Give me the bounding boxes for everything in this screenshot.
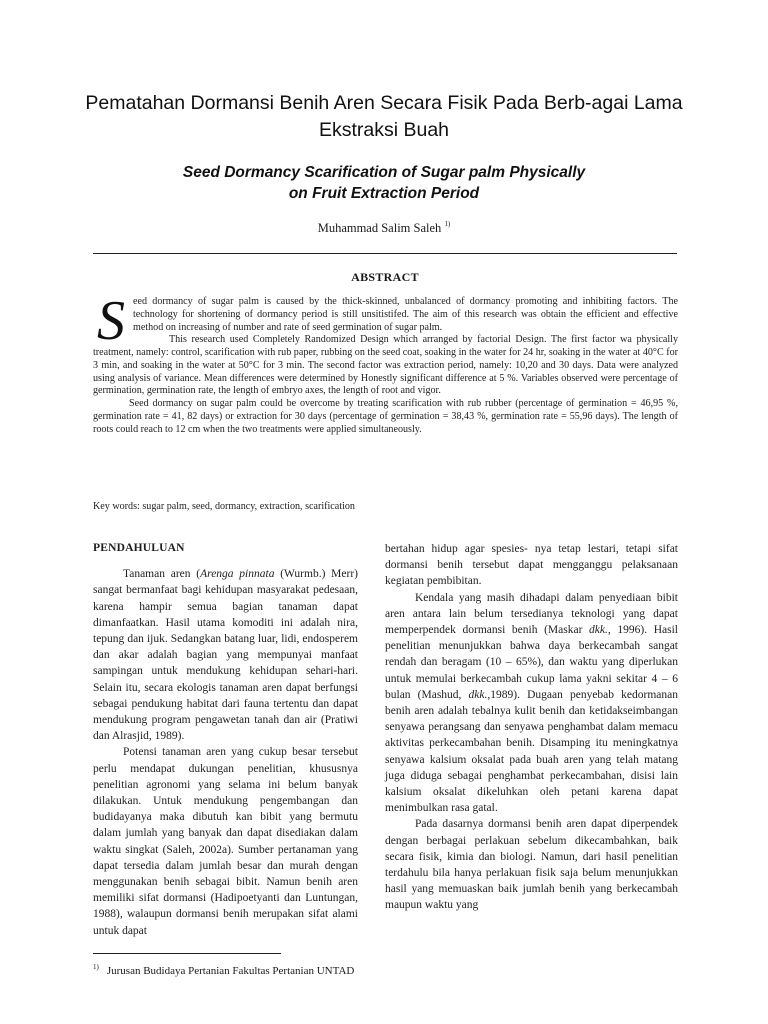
citation-etal-1: dkk. xyxy=(589,624,608,637)
drop-cap: S xyxy=(97,290,125,352)
right-p2-text-b: , 1996). Hasil penelitian menunjukkan bahwa daya berkecambah sangat rendah dan beragam (10 – 65%), dan waktu yang diperlukan untuk memulai berkecambah cukup lama yakni sekitar 4 – 6 bulan (Mashud, xyxy=(385,624,678,701)
right-column xyxy=(385,541,678,914)
right-paragraph-1: bertahan hidup agar spesies- nya tetap lestari, tetapi sifat dormansi benih tersebut dapat mengganggu pelaksanaan kegiatan pembibitan. xyxy=(385,543,678,588)
author-name: Muhammad Salim Saleh xyxy=(317,221,442,235)
title-en-line-1: Seed Dormancy Scarification of Sugar palm Physically xyxy=(182,164,586,181)
footnote-text: Jurusan Budidaya Pertanian Fakultas Pertanian UNTAD xyxy=(106,965,355,977)
species-name: Arenga pinnata xyxy=(200,568,275,581)
paper-title-english xyxy=(60,162,708,204)
author-line xyxy=(60,220,708,236)
right-paragraph-3: Pada dasarnya dormansi benih aren dapat diperpendek dengan berbagai perlakuan sebelum dikecambahkan, baik secara fisik, kimia dan biologi. Namun, dari hasil penelitian terdahulu bila hanya perlakuan fisik saja belum menunjukkan hasil yang memuaskan baik jumlah benih yang berkecambah maupun waktu yang xyxy=(385,818,678,912)
abstract-paragraph-1 xyxy=(93,290,678,352)
footnote xyxy=(93,963,678,977)
abstract-paragraph-1-text: eed dormancy of sugar palm is caused by the thick-skinned, unbalanced of dormancy promoting and inhibiting factors. The technology for shortening of dormancy period is still unsitistifed. The aim of this research was obtain the efficient and effective method on increasing of number and rate of seed germination of sugar palm. xyxy=(133,296,678,333)
author-footnote-mark: 1) xyxy=(444,220,451,228)
section-heading-pendahuluan: PENDAHULUAN xyxy=(93,542,185,554)
left-paragraph-1 xyxy=(93,566,358,744)
abstract-paragraph-3: Seed dormancy on sugar palm could be overcome by treating scarification with rub rubber (percentage of germination = 46,95 %, germination rate = 41, 82 days) or extraction for 30 days (percentage of germination = 38,43 %, germination rate = 55,96 days). The length of roots could reach to 12 cm when the two treatments were applied simultaneously. xyxy=(93,398,678,435)
right-p2-text-a: Kendala yang masih dihadapi dalam penyediaan bibit aren antara lain belum tersedianya teknologi yang dapat memperpendek dormansi benih (Maskar xyxy=(385,591,678,637)
right-p2-text-c: ,1989). Dugaan penyebab kedormanan benih aren adalah tebalnya kulit benih dan ketidakseimbangan senyawa perangsang dan senyawa penghambat dalam memacu aktivitas perkecambahan benih. Disamping itu meningkatnya senyawa kalsium oksalat pada buah aren yang telah matang juga diduga sebagai penghambat perkecambahan, disisi lain kalsium oksalat dikeluhkan oleh petani karena dapat menimbulkan rasa gatal. xyxy=(385,688,678,815)
footnote-divider xyxy=(93,953,281,954)
title-en-line-2: on Fruit Extraction Period xyxy=(288,185,480,202)
header-divider xyxy=(93,253,677,254)
paper-title-indonesian: Pematahan Dormansi Benih Aren Secara Fisik Pada Berb-agai Lama Ekstraksi Buah xyxy=(85,92,683,141)
left-p1-text-a: Tanaman aren ( xyxy=(123,568,201,581)
right-paragraph-2 xyxy=(385,590,678,817)
abstract-body xyxy=(93,290,678,436)
footnote-mark: 1) xyxy=(93,963,99,971)
left-paragraph-2: Potensi tanaman aren yang cukup besar tersebut perlu mendapat dukungan penelitian, khususnya penelitian agronomi yang selama ini belum banyak dilakukan. Untuk mendukung pengembangan dan budidayanya maka dibutuh kan bibit yang bermutu dalam jumlah yang banyak dan dapat disediakan dalam waktu singkat (Saleh, 2002a). Sumber pertanaman yang dapat tersedia dalam jumlah besar dan murah dengan menggunakan benih sebagai bibit. Namun benih aren memiliki sifat dormansi (Hadipoetyanti dan Luntungan, 1988), walaupun dormansi benih merupakan sifat alami untuk dapat xyxy=(93,746,358,937)
left-p1-text-b: (Wurmb.) Merr) sangat bermanfaat bagi kehidupan masyarakat pedesaan, karena hampir semua bagian tanaman dapat dimanfaatkan. Hasil utama komoditi ini adalah nira, tepung dan ijuk. Sedangkan batang luar, lidi, endosperem dan akar adalah bagian yang mempunyai manfaat sampingan untuk mendukung kehidupan sehari-hari. Selain itu, secara ekologis tanaman aren dapat berfungsi sebagai pendukung habitat dari fauna tertentu dan dapat mendukung program pengawetan tanah dan air (Pratiwi dan Alrasjid, 1989). xyxy=(93,568,358,743)
abstract-paragraph-2: This research used Completely Randomized Design which arranged by factorial Design. The first factor wa physically treatment, namely: control, scarification with rub paper, rubbing on the seed coat, soaking in the water for 24 hr, soaking in the water at 40°C for 3 min, and soaking in the water at 50°C for 3 min. The second factor was extraction period, namely: 10,20 and 30 days. Data were analyzed using analysis of variance. Mean differences were determined by Honestly significant difference at 5 %. Variables observed were percentage of germination, germination rate, the length of embryo axes, the length of root and vigor. xyxy=(93,334,678,397)
left-column xyxy=(93,540,358,939)
citation-etal-2: dkk. xyxy=(468,688,488,701)
abstract-heading: ABSTRACT xyxy=(351,270,419,284)
keywords: Key words: sugar palm, seed, dormancy, extraction, scarification xyxy=(93,501,355,512)
